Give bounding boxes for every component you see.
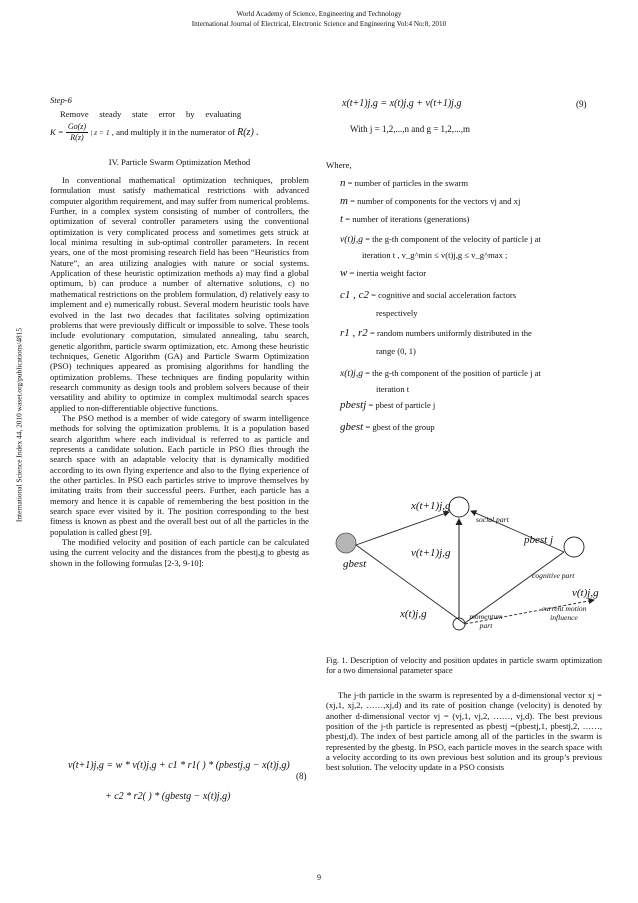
definitions-list <box>340 178 602 440</box>
gbest-particle <box>336 533 356 553</box>
paragraph-intro: In conventional mathematical optimization techniques, problem formulation must satisfy mathematical restrictions with advanced computer algorithm requirement, and may suffer from numerical problems. Further, in a complex system consisting of number of controllers, the optimization of several controller parameters using the conventional optimization is very complicated process and sometimes gets struck at local minima resulting in sub-optimal controller parameters. In recent years, one of the most promising research field has been “Heuristics from Nature”, an area utilizing analogies with nature or social systems. Application of these heuristic optimization methods a) may find a global optimum, b) can produce a number of alternative solutions, c) no mathematical restrictions on the problem formulation, d) relatively easy to implement and e) numerically robust. Several modern heuristic tools have evolved in the last two decades that facilitates solving optimization problems that were previously difficult or impossible to solve. These tools include evolutionary computation, simulated annealing, tabu search, genetic algorithm, particle swarm optimization, etc. Among these heuristic techniques, Genetic Algorithm (GA) and Particle Swarm Optimization (PSO) techniques appeared as promising algorithms for handling the optimization problems. These techniques are finding popularity within research community as design tools and problem solvers because of their versatility and ability to optimize in complex multimodal search spaces applied to non-differentiable objective functions. <box>50 175 310 413</box>
section-heading: IV. Particle Swarm Optimization Method <box>108 156 251 167</box>
def-gbest: gbest = gbest of the group <box>340 421 435 433</box>
paragraph-pso: The PSO method is a member of wide category of swarm intelligence methods for solving the optimization problems. It is a population based search algorithm where each individual is referred to as particle and represents a candidate solution. Each particle in PSO flies through the search space with an adaptable velocity that is dynamically modified according to its own flying experience and also to the flying experience of the other particles. In PSO each particles strive to improve themselves by imitating traits from their successful peers. Further, each particle has a memory and hence it is capable of remembering the best position in the search space ever visited by it. The position corresponding to the best fitness is known as pbest and the overall best out of all the particles in the population is called gbest [9]. <box>50 412 309 537</box>
label-cognitive-part: cognitive part <box>532 571 575 580</box>
def-x: x(t)j,g = the g-th component of the position of particle j at <box>340 368 541 379</box>
step-title: Step-6 <box>50 95 72 105</box>
pbest-particle <box>564 537 584 557</box>
k-tail: , and multiply it in the numerator of <box>111 126 235 137</box>
left-column <box>50 95 309 568</box>
def-v: v(t)j,g = the g-th component of the velocity of particle j at <box>340 234 541 245</box>
label-v-current: v(t)j,g <box>572 587 599 599</box>
paragraph-particle-representation: The j-th particle in the swarm is represented by a d-dimensional vector xj = (xj,1, xj,2, ……,xj,d) and its rate of position change (velocity) is denoted by another d-dimensional vector vj = (vj,1, vj,2, ……, vj,d). The best previous position of the j-th particle is represented as pbestj =(pbestj,1, pbestj,2, ……, pbestj,d). The index of best particle among all of the particles in the swarm is represented by the gbestg. In PSO, each particle moves in the search space with a velocity according to its own previous best solution and its group’s previous best solution. The velocity update in a PSO consists <box>326 690 602 773</box>
label-social-part: social part <box>476 515 509 524</box>
equation-8-number: (8) <box>296 771 307 781</box>
def-c: c1 , c2 = cognitive and social acceleration factors <box>340 289 517 301</box>
equation-9: x(t+1)j,g = x(t)j,g + v(t+1)j,g <box>342 98 462 109</box>
def-r-cont: range (0, 1) <box>376 346 416 356</box>
sidebar-index <box>14 255 24 595</box>
k-rz: R(z) . <box>237 126 259 138</box>
k-eval: | z = 1 <box>90 127 110 137</box>
figure-pso-diagram <box>326 490 602 640</box>
k-numerator: Go(z) <box>66 122 88 133</box>
def-t: t = number of iterations (generations) <box>340 213 470 225</box>
def-pbest: pbestj = pbest of particle j <box>340 399 436 411</box>
journal-name: World Academy of Science, Engineering and Technology <box>236 10 402 18</box>
social-arrow <box>356 512 449 545</box>
sidebar-text: International Science Index 44, 2010 waset.org/publications/4815 <box>14 327 24 523</box>
k-equation <box>50 122 309 146</box>
next-position-particle <box>449 497 469 517</box>
label-current-motion: current motion influence <box>541 604 587 622</box>
label-momentum-part: momentum part <box>469 612 503 630</box>
def-r: r1 , r2 = random numbers uniformly distributed in the <box>340 327 532 339</box>
label-pbest: pbest j <box>524 534 554 546</box>
equation-8-line2: + c2 * r2( ) * (gbestg − x(t)j,g) <box>105 791 231 802</box>
k-lhs: K = <box>50 126 64 137</box>
figure-caption: Fig. 1. Description of velocity and position updates in particle swarm optimization for a two dimensional parameter space <box>326 656 602 676</box>
paragraph-formulas: The modified velocity and position of each particle can be calculated using the current velocity and the distances from the pbestj,g to gbestg as shown in the following formulas [2-3, 9-10]: <box>50 537 309 568</box>
label-gbest: gbest <box>343 558 367 570</box>
label-x-next: x(t+1)j,g <box>411 500 451 512</box>
label-x-current: x(t)j,g <box>400 608 427 620</box>
label-v-next: v(t+1)j,g <box>411 547 451 559</box>
page-number: 9 <box>317 873 321 882</box>
def-c-cont: respectively <box>376 308 418 318</box>
step-text: Remove steady state error by evaluating <box>60 109 242 120</box>
equation-9-number: (9) <box>576 99 587 109</box>
where-label: Where, <box>326 160 352 170</box>
equation-9-range: With j = 1,2,...,n and g = 1,2,...,m <box>350 124 471 134</box>
def-v-cont: iteration t , v_g^min ≤ v(t)j,g ≤ v_g^max ; <box>362 250 508 260</box>
def-n: n = number of particles in the swarm <box>340 177 468 189</box>
equation-8-line1: v(t+1)j,g = w * v(t)j,g + c1 * r1( ) * (pbestj,g − x(t)j,g) <box>68 760 290 771</box>
def-m: m = number of components for the vectors vj and xj <box>340 195 521 207</box>
def-w: w = inertia weight factor <box>340 267 427 279</box>
k-fraction <box>66 122 88 144</box>
right-paragraph <box>326 690 602 773</box>
def-x-cont: iteration t <box>376 384 410 394</box>
journal-volume: International Journal of Electrical, Electronic Science and Engineering Vol:4 No:8, 2010 <box>191 20 447 28</box>
k-denominator: R(z) <box>70 133 84 143</box>
